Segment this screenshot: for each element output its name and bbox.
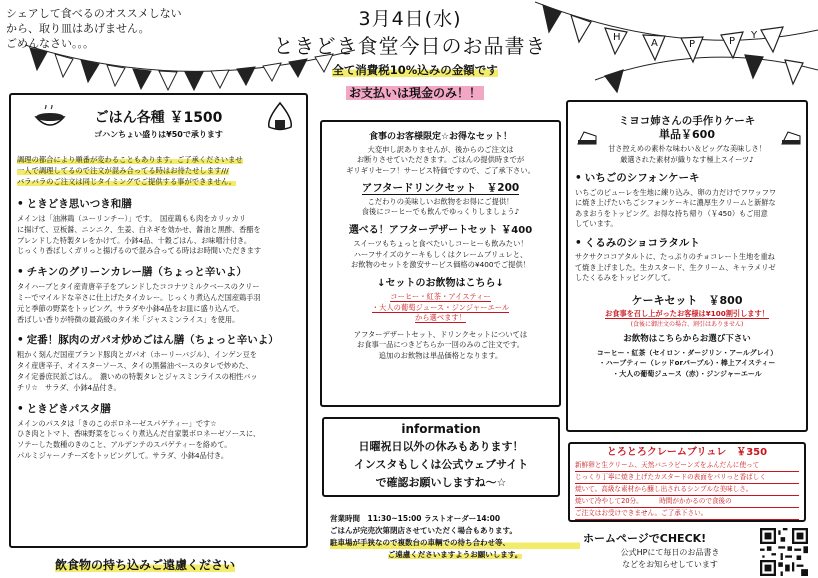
onigiri-icon: [263, 101, 297, 133]
info-line: で確認お願いしますね〜☆: [375, 476, 507, 489]
cake-name: • くるみのショコラタルト: [575, 236, 700, 249]
dish-description: メインは「油淋鶏（ユーリンチー）」です。 国産鶏もも肉をカリッカリ に揚げて、豆板醤、ニンニク、生姜、白ネギを効かせ、醤油と黒酢、香醋を ブレンドした特製タレをかけて。小鉢4品、十穀ごはん、お味噌汁付き。 じっくり香ばしくガリっと揚げるので混み合ってる時はお時間いただきます: [17, 214, 262, 256]
cake-set-drinks: コーヒー・紅茶（セイロン・ダージリン・アールグレイ） ・ハーブティー（レッドorパープル）・棒上アイスティー ・大人の葡萄ジュース（赤）・ジンジャーエール: [596, 348, 778, 378]
rice-title: ごはん各種 ￥1500: [94, 110, 223, 126]
cake-set-discount-note: (食後に御注文の場合、割引はありません): [630, 320, 744, 328]
brulee-title: とろとろクレームブリュレ ￥350: [606, 447, 768, 458]
set-footer-note: アフターデザートセット、ドリンクセットについては お食事一品につきどちらか一回のみのご注文です。 追加のお飲物は単品価格となります。: [353, 329, 528, 360]
set-menu-panel: [320, 120, 561, 407]
header-note-line: ごめんなさい。。。: [6, 37, 94, 50]
notice-line: バラバラのご注文は同じタイミングでご提供する事ができません。: [17, 177, 237, 186]
cake-description: サクサクココアタルトに、たっぷりのチョコレート生地を重ね て焼き上げました。生カスタード、生クリーム、キャラメリゼ したくるみをトッピングして。: [575, 252, 776, 282]
info-line: 日曜祝日以外の休みもあります！: [358, 440, 524, 453]
brulee-panel: [568, 442, 806, 522]
bunting-right-decoration: [535, 0, 818, 100]
header-note-line: から、取り皿はあげません。: [6, 22, 150, 35]
cake-slice-icon: [780, 130, 802, 148]
set-drinks-list: コーヒー・紅茶・アイスティー ・大人の葡萄ジュース・ジンジャーエール から選べます！: [371, 292, 510, 322]
dessert-set-title: 選べる！アフターデザートセット ￥400: [348, 224, 533, 236]
set-description: 大変申し訳ありませんが、後からのご注文は お断りさせていただきます。ごはんの提供時までが ギリギリセーフ！サービス特価ですので、ご了承下さい。: [346, 144, 535, 175]
cake-intro: 甘さ控えめの素朴な味わい＆ビッグな美味しさ！ 厳選された素材が織りなす極上スイーツ♪: [608, 144, 766, 164]
dish-description: 粗かく刻んだ国産ブランド豚肉とガパオ（ホーリーバジル）、インゲン豆を タイ産唐辛子、オイスターソース、タイの黒醤油ベースのタレで炒めた、 タイ定番庶民派ごはん。 濃いめの特製タレとジャスミンライスの相性バッ チリ☆ サラダ、小鉢4品付き。: [17, 350, 258, 392]
header-note-line: シェアして食べるのオススメしない: [6, 7, 182, 20]
dish-name: • ときどきパスタ膳: [17, 402, 111, 415]
dish-item: [17, 401, 300, 462]
rice-bowl-icon: [33, 105, 67, 133]
dish-name: • 定番！豚肉のガパオ炒めごはん膳（ちょっと辛いよ）: [17, 334, 279, 347]
cake-set-discount: お食事を召し上がったお客様は¥100割引します！: [605, 309, 769, 318]
info-title: information: [401, 422, 481, 436]
drink-set-description: こだわりの美味しいお飲物をお得にご提供！ 食後にコーヒーでも飲んでゆっくりしましょう♪: [361, 196, 520, 216]
birthday-letter: P: [689, 39, 696, 50]
drink-set-title: アフタードリンクセット ￥200: [361, 182, 520, 194]
dessert-set-description: スイーツもちょっと食べたいしコーヒーも飲みたい！ ハーフサイズのケーキもしくはクレームブリュレと、 お飲物のセットを激安サービス価格の¥400でご提供！: [350, 239, 531, 269]
dish-item: [17, 332, 300, 393]
birthday-letter: H: [613, 32, 621, 43]
no-outside-food-text: 飲食物の持ち込みご遠慮ください: [55, 558, 236, 572]
cash-note: [330, 84, 500, 101]
cake-item: [575, 173, 799, 230]
birthday-letter: Y: [751, 30, 758, 41]
hours-text: 営業時間 11:30~15:00 ラストオーダー14:00: [330, 514, 501, 523]
dish-description: メインのパスタは「きのこのボロネーゼスパゲティー」です☆ ひき肉とトマト、香味野菜をじっくり煮込んだ自家製ボロネーゼソースに、 ソテーした数種のきのこと、アルデンテのスパゲティーを絡めて。 パルミジャーノチーズをトッピングして。サラダ、小鉢4品付き。: [17, 418, 261, 460]
cake-description: いちごのピューレを生地に練り込み、卵の力だけでフワッフワ に焼き上げたいちごシフォンケーキに濃厚生クリームと新鮮な あまおうをトッピング。お得な持ち帰り（￥450）もご用意 しています。: [575, 187, 777, 228]
homepage-title: ホームページでCHECK!: [583, 532, 707, 545]
cake-item: [575, 238, 799, 284]
homepage-description: 公式HPにて毎日のお品書き などをお知らせしています: [620, 548, 720, 569]
dish-name: • ときどき思いつき和膳: [17, 198, 132, 210]
cash-note-text: お支払いは現金のみ！！: [346, 86, 484, 100]
dish-item: [17, 196, 300, 257]
notice-line: 調理の都合により順番が変わることもあります。ご了承くださいませ: [17, 155, 243, 164]
info-line: インスタもしくは公式ウェブサイト: [353, 458, 529, 471]
dish-item: [17, 264, 300, 325]
tax-note-text: 全て消費税10%込みの金額です: [332, 63, 498, 77]
parking-note: ご遠慮くださいますようお願いします。: [387, 550, 523, 559]
cake-slice-icon: [576, 130, 598, 148]
set-title: 食事のお客様限定☆お得なセット！: [368, 132, 513, 142]
information-panel: [322, 417, 560, 497]
set-drinks-title: ↓セットのお飲物はこちら↓: [377, 277, 504, 289]
cake-set-title: ケーキセット ￥800: [631, 293, 743, 307]
dish-description: タイハーブとタイ産青唐辛子をブレンドしたココナツミルクベースのクリー ミーでマイルドな辛さに仕上げたタイカレー。じっくり煮込んだ国産鶏手羽 元と季節の野菜をトッピング。サラダや小鉢4品をお皿に盛り込んで。 香ばしい香りが特徴の最高級のタイ米「ジャスミンライス」を使用。: [17, 282, 261, 324]
notice-line: 一人で調理してるので注文が混み合ってる時はお待たせします///: [17, 166, 229, 175]
cake-name: • いちごのシフォンケーキ: [575, 172, 700, 184]
brulee-description: 新鮮卵と生クリーム、天然バニラビーンズをふんだんに使って じっくり丁寧に焼き上げたカスタードの表面をパリっと香ばしく 焼いて。高級な素材から醸し出されるシンプルな美味しさ。 焼いて冷やして20分。 時間がかかるので食後の ご注文はお受けできません。ご了承下さい。: [575, 460, 799, 520]
business-hours: [330, 513, 580, 561]
qr-code-icon[interactable]: [760, 528, 808, 576]
birthday-letter: A: [651, 38, 658, 49]
cake-title: ミヨコ姉さんの手作りケーキ: [618, 115, 756, 127]
hours-note: ごはんが完売次第閉店させていただく場合もあります。: [330, 526, 517, 535]
no-outside-food-note: [55, 556, 285, 573]
cake-price: 単品￥600: [659, 127, 715, 141]
rice-menu-panel: [9, 93, 308, 548]
dish-name: • チキンのグリーンカレー膳（ちょっと辛いよ）: [17, 266, 247, 279]
drink-choose-title: お飲物はこちらからお選び下さい: [623, 334, 751, 344]
parking-note: 駐車場が手狭なので複数台の車輌での待ち合わせ等、: [330, 537, 580, 549]
cake-menu-panel: [566, 100, 808, 432]
menu-title: ときどき食堂今日のお品書き: [273, 34, 547, 58]
menu-date: 3月4日(水): [358, 8, 462, 30]
rice-subtitle: ゴハンちょい盛りは¥50で承ります: [94, 130, 223, 139]
tax-note: [300, 62, 530, 78]
birthday-letter: P: [729, 36, 736, 47]
notice-block: [17, 154, 300, 187]
